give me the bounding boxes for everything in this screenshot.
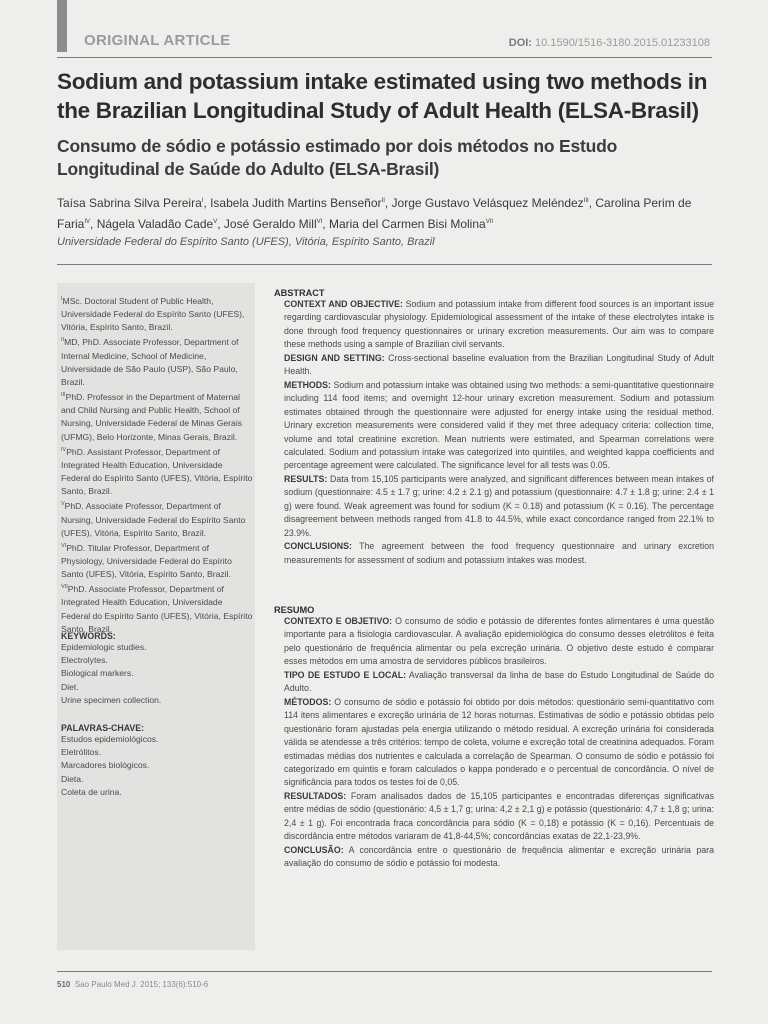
article-title-portuguese: Consumo de sódio e potássio estimado por dois métodos no Estudo Longitudinal de Saúde do Adulto (ELSA-Brasil)	[57, 136, 618, 179]
author-note	[61, 498, 253, 539]
author-notes	[61, 293, 253, 636]
abstract-paragraph-text: Data from 15,105 participants were analyzed, and significant differences between mean intakes of sodium (questionnaire: 4.5 ± 1.7 g; urine: 4.2 ± 2.1 g) and potassium (questionnaire: 4.7 ± 1.8 g; urine: 2.4 ± 1 g) were found. Weak agreement was found for sodium (K = 0.18) and potassium (K = 0.16). The percentage disagreement between methods ranged from 41.8 to 44.5%, while exact concordance ranged from 22.1% to 23.9%.	[284, 473, 714, 538]
header-rule	[57, 57, 712, 58]
keywords-heading: KEYWORDS:	[61, 631, 116, 641]
author-note-mark: V	[61, 501, 65, 508]
resumo-body	[274, 615, 714, 871]
author-separator: ,	[217, 217, 224, 231]
author-separator: ,	[588, 196, 596, 210]
author-name: Jorge Gustavo Velásquez Meléndez	[391, 196, 584, 210]
footer-rule	[57, 971, 712, 972]
resumo-paragraph	[284, 615, 714, 669]
author-note	[61, 444, 253, 499]
abstract-paragraph-text: Sodium and potassium intake was obtained using two methods: a semi-quantitative questionnaire including 114 food items; and overnight 12-hour urinary excretion measurement. Sodium and potassium estimates obtained through the questionnaire were adjusted for energy intake using the residual method. Urinary excretion measurements were considered valid if they met three adequacy criteria: collection time, volume and total creatinine excretion. Mean nutrients were estimated, and Spearman correlations were calculated. Sodium and potassium intake was categorized into quintiles, and weighted kappa coefficients and percentage agreement were calculated. The significance level for all tests was 0.05.	[284, 379, 714, 471]
abstract-paragraph-label: CONTEXT AND OBJECTIVE:	[284, 299, 403, 309]
author-name: Nágela Valadão Cade	[96, 217, 214, 231]
palavra-chave-item: Coleta de urina.	[61, 786, 122, 797]
palavras-chave-heading: PALAVRAS-CHAVE:	[61, 723, 145, 733]
author-name: Taísa Sabrina Silva Pereira	[57, 196, 202, 210]
doi-label: DOI:	[508, 37, 532, 49]
resumo-paragraph-label: MÉTODOS:	[284, 696, 332, 707]
author-note	[61, 389, 253, 444]
palavra-chave-item: Marcadores biológicos.	[61, 760, 150, 771]
author-note-text: MSc. Doctoral Student of Public Health, Universidade Federal do Espírito Santo (UFES), Vitória, Espírito Santo, Brazil.	[61, 295, 245, 333]
abstract-paragraph-text: The agreement between the food frequency questionnaire and urinary excretion measurements for assessment of sodium and potassium intakes was modest.	[284, 541, 714, 565]
author-note-mark: VII	[61, 584, 68, 591]
resumo-paragraph-text: Avaliação transversal da linha de base do Estudo Longitudinal de Saúde do Adulto.	[284, 669, 714, 694]
author-affiliation-mark: VI	[316, 219, 323, 225]
author-note	[61, 540, 253, 581]
abstract-paragraph-text: Sodium and potassium intake from different food sources is an important issue regarding cardiovascular physiology. Epidemiological assessment of the intake of these electrolytes intake is done through food frequency questionnaires or urinary excretion measurements. Our aim was to compare these methods using a sample of Brazilian civil servants.	[284, 299, 714, 350]
palavra-chave-item: Eletrólitos.	[61, 747, 102, 758]
page-footer	[57, 980, 208, 989]
author-separator: ,	[384, 196, 392, 210]
keyword-item: Electrolytes.	[61, 655, 108, 666]
author-note-mark: VI	[61, 542, 67, 549]
abstract-body	[274, 298, 714, 567]
header-accent-bar	[57, 0, 67, 52]
abstract-section	[274, 288, 714, 567]
author-note-mark: III	[61, 392, 66, 399]
resumo-paragraph-text: A concordância entre o questionário de frequência alimentar e excreção urinária para avaliação do consumo de sódio e potássio foi modesta.	[284, 844, 714, 869]
author-note-text: MD, PhD. Associate Professor, Department of Internal Medicine, School of Medicine, Universidade de São Paulo (USP), São Paulo, Brazil.	[61, 337, 239, 387]
author-note	[61, 581, 253, 636]
journal-citation: Sao Paulo Med J. 2015; 133(6):510-6	[74, 980, 209, 989]
article-title: Sodium and potassium intake estimated using two methods in the Brazilian Longitudinal Study of Adult Health (ELSA-Brasil)	[57, 69, 708, 123]
author-separator: ,	[322, 217, 329, 231]
author-affiliation-mark: VII	[485, 219, 494, 225]
resumo-heading: RESUMO	[274, 605, 315, 615]
resumo-paragraph-label: CONCLUSÃO:	[284, 844, 344, 855]
author-note	[61, 293, 253, 334]
author-note-mark: I	[61, 296, 63, 302]
author-note	[61, 334, 253, 389]
keyword-item: Urine specimen collection.	[61, 694, 162, 705]
keywords-list	[61, 641, 253, 707]
author-notes-sidebar	[57, 283, 255, 950]
article-type-label: ORIGINAL ARTICLE	[84, 32, 231, 49]
author-name: Isabela Judith Martins Benseñor	[210, 196, 382, 210]
author-separator: ,	[203, 196, 211, 210]
keyword-item: Biological markers.	[61, 668, 134, 679]
abstract-paragraph-label: CONCLUSIONS:	[284, 541, 352, 552]
affiliation: Universidade Federal do Espírito Santo (UFES), Vitória, Espírito Santo, Brazil	[57, 236, 435, 248]
abstract-paragraph-label: DESIGN AND SETTING:	[284, 352, 385, 363]
abstract-paragraph	[284, 540, 714, 567]
abstract-paragraph-text: Cross-sectional baseline evaluation from the Brazilian Longitudinal Study of Adult Health.	[284, 352, 714, 377]
author-affiliation-mark: IV	[84, 219, 91, 225]
author-separator: ,	[90, 217, 97, 231]
author-note-mark: IV	[61, 446, 67, 453]
resumo-paragraph-label: TIPO DE ESTUDO E LOCAL:	[284, 669, 407, 680]
keyword-item: Diet.	[61, 681, 79, 692]
keyword-item: Epidemiologic studies.	[61, 642, 147, 652]
abstract-paragraph	[284, 298, 714, 352]
author-affiliation-mark: V	[213, 219, 218, 225]
author-affiliation-mark: I	[201, 198, 204, 204]
resumo-paragraph-text: Foram analisados dados de 15,105 participantes e encontradas diferenças significativas entre médias de sódio (questionário: 4,5 ± 1,7 g; urina: 4,2 ± 2,1 g) e potássio (questionário: 4,7 ± 1,8 g; urina: 2,4 ± 1 g). Foi encontrada fraca concordância para sódio (K = 0,18) e potássio (K = 0,16). Percentuais de discordância entre métodos variaram de 41,8-44,5%; concordâncias exatas de 22,1-23,9%.	[284, 790, 714, 842]
author-name: Maria del Carmen Bisi Molina	[328, 217, 486, 231]
keywords-block	[61, 631, 253, 707]
abstract-paragraph-label: METHODS:	[284, 379, 331, 390]
palavra-chave-item: Estudos epidemiológicos.	[61, 734, 159, 744]
doi-line	[509, 37, 710, 49]
author-note-text: PhD. Titular Professor, Department of Physiology, Universidade Federal do Espírito Santo (UFES), Vitória, Espírito Santo, Brazil.	[61, 542, 232, 580]
resumo-paragraph-label: RESULTADOS:	[284, 790, 347, 801]
palavras-chave-list	[61, 733, 253, 799]
resumo-paragraph-label: CONTEXTO E OBJETIVO:	[284, 616, 393, 626]
abstract-paragraph	[284, 379, 714, 473]
author-name: José Geraldo Mill	[223, 217, 317, 231]
resumo-paragraph	[284, 790, 714, 844]
resumo-paragraph-text: O consumo de sódio e potássio foi obtido por dois métodos: questionário semi-quantitativo com 114 itens alimentares e excreção urinária de 12 horas noturnas. Estimativas de sódio e potássio obtidas pelo questionário foram ajustadas pela energia utilizando o método residual. A excreção urinária foi considerada válida se atendesse a três critérios: tempo de coleta, volume e excreção total de creatinina adequados. Foram estimadas médias dos nutrientes e calculada a correlação de Spearman. O consumo de sódio e potássio foi categorizado em quintis e foram calculados o kappa ponderado e o percentual de concordância. O nível de significância para todos os testes foi de 0,05.	[284, 696, 714, 788]
resumo-paragraph	[284, 844, 714, 871]
author-note-text: PhD. Associate Professor, Department of Nursing, Universidade Federal do Espírito Santo (UFES), Vitória, Espírito Santo, Brazil.	[61, 501, 246, 538]
doi-value[interactable]: 10.1590/1516-3180.2015.01233108	[535, 37, 710, 49]
author-affiliation-mark: II	[381, 198, 385, 204]
palavra-chave-item: Dieta.	[61, 773, 84, 784]
author-note-text: PhD. Assistant Professor, Department of Integrated Health Education, Universidade Federal do Espírito Santo (UFES), Vitória, Espírito Santo, Brazil.	[61, 446, 253, 497]
resumo-paragraph-text: O consumo de sódio e potássio de diferentes fontes alimentares é uma questão importante para a fisiologia cardiovascular. A avaliação epidemiológica do consumo desses eletrólitos é feita pelo questionário de frequência alimentar ou pela excreção urinária. O objetivo deste estudo é comparar esses métodos em uma amostra de servidores públicos brasileiros.	[284, 616, 714, 667]
resumo-paragraph	[284, 669, 714, 696]
page-number: 510	[57, 980, 71, 989]
resumo-paragraph	[284, 696, 714, 790]
abstract-heading: ABSTRACT	[274, 288, 325, 298]
author-name: Carolina Perim de Faria	[57, 196, 692, 231]
author-note-text: PhD. Professor in the Department of Maternal and Child Nursing and Public Health, School of Nursing, Universidade Federal de Minas Gerais (UFMG), Belo Horizonte, Minas Gerais, Brazil.	[61, 392, 243, 442]
abstract-paragraph	[284, 473, 714, 540]
author-note-mark: II	[61, 337, 65, 344]
abstract-paragraph	[284, 352, 714, 379]
abstract-paragraph-label: RESULTS:	[284, 473, 328, 484]
palavras-chave-block	[61, 723, 253, 799]
author-note-text: PhD. Associate Professor, Department of Integrated Health Education, Universidade Federal do Espírito Santo (UFES), Vitória, Espírito Santo, Brazil.	[61, 584, 253, 634]
author-affiliation-mark: III	[583, 198, 589, 204]
author-list	[57, 192, 717, 234]
resumo-section	[274, 605, 714, 871]
title-rule	[57, 264, 712, 265]
